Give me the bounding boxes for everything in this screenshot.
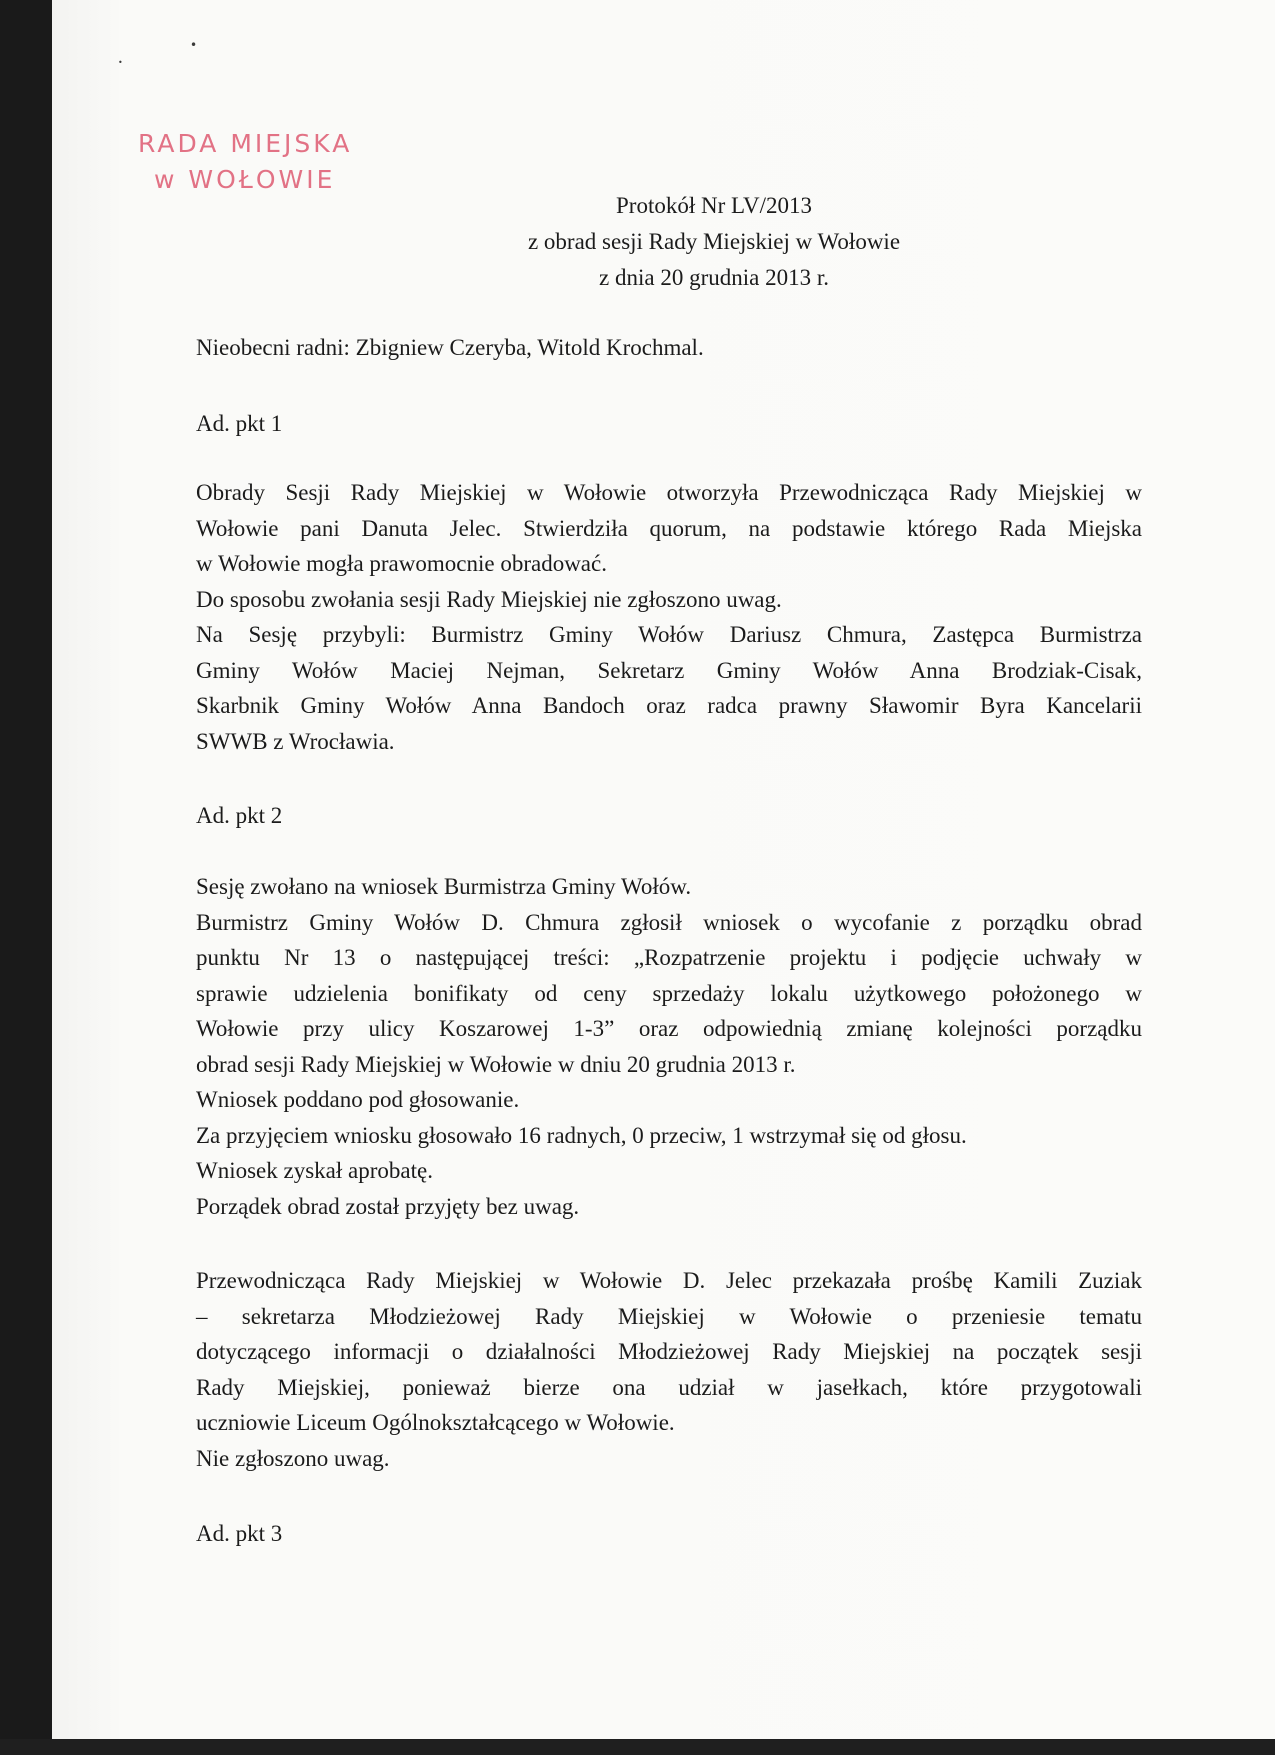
- body-line: Obrady Sesji Rady Miejskiej w Wołowie otworzyła Przewodnicząca Rady Miejskiej w: [196, 480, 1142, 505]
- body-line: Wołowie przy ulicy Koszarowej 1-3” oraz odpowiednią zmianę kolejności porządku: [196, 1016, 1142, 1041]
- body-line: Burmistrz Gminy Wołów D. Chmura zgłosił wniosek o wycofanie z porządku obrad: [196, 909, 1142, 935]
- body-line: obrad sesji Rady Miejskiej w Wołowie w dniu 20 grudnia 2013 r.: [196, 1051, 796, 1077]
- pkt2-body: [196, 869, 1142, 1224]
- pkt3-heading: Ad. pkt 3: [196, 1521, 283, 1546]
- scan-dark-edge: [0, 0, 52, 1755]
- body-line: Rady Miejskiej, ponieważ bierze ona udział w jasełkach, które przygotowali: [196, 1374, 1142, 1400]
- pkt2-body-continued: [196, 1263, 1142, 1476]
- protocol-subtitle: z obrad sesji Rady Miejskiej w Wołowie: [527, 229, 901, 254]
- scan-speck-mark: •: [118, 58, 123, 67]
- protocol-title: Protokół Nr LV/2013: [616, 193, 812, 218]
- body-line: Przewodnicząca Rady Miejskiej w Wołowie D. Jelec przekazała prośbę Kamili Zuziak: [196, 1268, 1142, 1293]
- protocol-date: z dnia 20 grudnia 2013 r.: [599, 265, 829, 290]
- body-line: Nie zgłoszono uwag.: [196, 1445, 390, 1471]
- absent-councillors: Nieobecni radni: Zbigniew Czeryba, Witold Krochmal.: [196, 335, 704, 360]
- pkt2-heading: Ad. pkt 2: [196, 803, 283, 828]
- body-line: Wniosek poddano pod głosowanie.: [196, 1087, 520, 1112]
- scan-speck-mark: •: [190, 38, 198, 52]
- body-line: Gminy Wołów Maciej Nejman, Sekretarz Gminy Wołów Anna Brodziak-Cisak,: [196, 657, 1142, 683]
- body-line: Wołowie pani Danuta Jelec. Stwierdziła quorum, na podstawie którego Rada Miejska: [196, 515, 1142, 541]
- body-line: uczniowie Liceum Ogólnokształcącego w Wołowie.: [196, 1410, 675, 1435]
- stamp-line-1: RADA MIEJSKA: [138, 129, 353, 158]
- body-line: Porządek obrad został przyjęty bez uwag.: [196, 1193, 580, 1219]
- body-line: punktu Nr 13 o następującej treści: „Rozpatrzenie projektu i podjęcie uchwały w: [196, 945, 1142, 970]
- body-line: Do sposobu zwołania sesji Rady Miejskiej nie zgłoszono uwag.: [196, 586, 782, 612]
- body-line: Wniosek zyskał aprobatę.: [196, 1158, 433, 1183]
- body-line: Za przyjęciem wniosku głosowało 16 radnych, 0 przeciw, 1 wstrzymał się od głosu.: [196, 1122, 967, 1148]
- pkt1-body: [196, 475, 1142, 759]
- body-line: SWWB z Wrocławia.: [196, 728, 395, 754]
- body-line: Sesję zwołano na wniosek Burmistrza Gminy Wołów.: [196, 874, 692, 899]
- protocol-header: [196, 188, 1142, 296]
- body-line: Skarbnik Gminy Wołów Anna Bandoch oraz radca prawny Sławomir Byra Kancelarii: [196, 693, 1142, 718]
- body-line: dotyczącego informacji o działalności Młodzieżowej Rady Miejskiej na początek sesji: [196, 1339, 1142, 1364]
- body-line: w Wołowie mogła prawomocnie obradować.: [196, 551, 607, 576]
- stamp-line-2: w WOŁOWIE: [154, 165, 336, 194]
- body-line: – sekretarza Młodzieżowej Rady Miejskiej w Wołowie o przeniesie tematu: [196, 1303, 1142, 1329]
- pkt1-heading: Ad. pkt 1: [196, 411, 283, 436]
- body-line: sprawie udzielenia bonifikaty od ceny sprzedaży lokalu użytkowego położonego w: [196, 980, 1142, 1006]
- scan-bottom-edge: [0, 1739, 1275, 1755]
- body-line: Na Sesję przybyli: Burmistrz Gminy Wołów Dariusz Chmura, Zastępca Burmistrza: [196, 622, 1142, 647]
